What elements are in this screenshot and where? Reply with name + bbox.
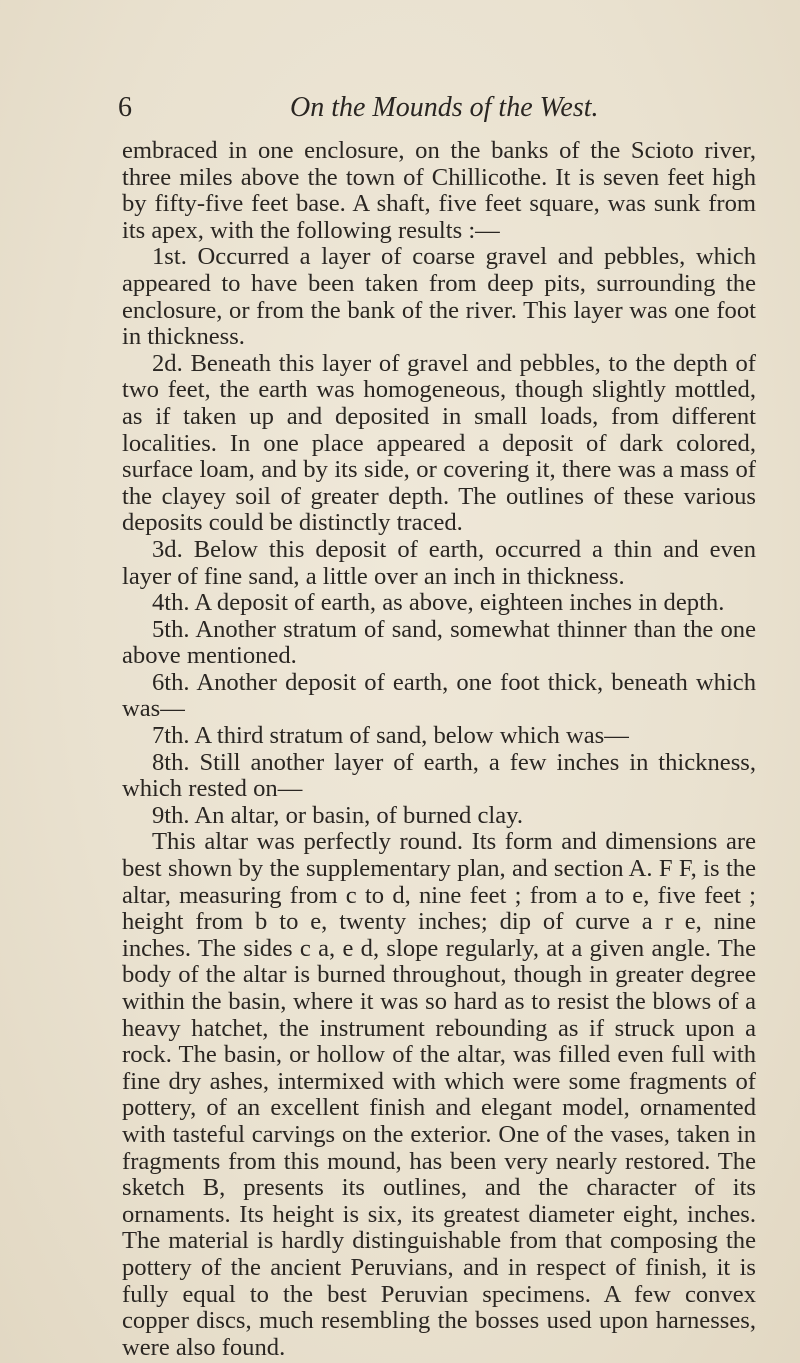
paragraph-3d: 3d. Below this deposit of earth, occurred a thin and even layer of fine sand, a little over an inch in thickness. (122, 535, 756, 590)
paragraph-5th: 5th. Another stratum of sand, somewhat thinner than the one above mentioned. (122, 615, 756, 670)
paragraph-8th: 8th. Still another layer of earth, a few inches in thickness, which rested on— (122, 748, 756, 803)
paragraph-1st: 1st. Occurred a layer of coarse gravel and pebbles, which appeared to have been taken from deep pits, surrounding the enclosure, or from the bank of the river. This layer was one foot in thickness. (122, 243, 756, 351)
page-header (0, 92, 800, 132)
paragraph-9th: 9th. An altar, or basin, of burned clay. (152, 801, 524, 829)
paragraph-7th: 7th. A third stratum of sand, below which was— (152, 722, 629, 750)
paragraph-4th: 4th. A deposit of earth, as above, eighteen inches in depth. (152, 589, 725, 617)
paragraph-6th: 6th. Another deposit of earth, one foot thick, beneath which was— (122, 668, 756, 723)
paragraph-intro: embraced in one enclosure, on the banks of the Scioto river, three miles above the town of Chillicothe. It is seven feet high by fifty-five feet base. A shaft, five feet square, was sunk from its apex, with the following results :— (122, 137, 756, 244)
paragraph-2d: 2d. Beneath this layer of gravel and pebbles, to the depth of two feet, the earth was homogeneous, though slightly mottled, as if taken up and deposited in small loads, from different localities. In one place appeared a deposit of dark colored, surface loam, and by its side, or covering it, there was a mass of the clayey soil of greater depth. The outlines of these various deposits could be distinctly traced. (122, 349, 756, 537)
body-text (122, 138, 756, 1361)
page-number: 6 (118, 92, 132, 123)
running-title: On the Mounds of the West. (290, 92, 599, 123)
paragraph-altar-description: This altar was perfectly round. Its form and dimensions are best shown by the supplementary plan, and section A. F F, is the altar, measuring from c to d, nine feet ; from a to e, five feet ; height from b to e, twenty inches; dip of curve a r e, nine inches. The sides c a, e d, slope regularly, at a given angle. The body of the altar is burned throughout, though in greater degree within the basin, where it was so hard as to resist the blows of a heavy hatchet, the instrument rebounding as if struck upon a rock. The basin, or hollow of the altar, was filled even full with fine dry ashes, intermixed with which were some fragments of pottery, of an excellent finish and elegant model, ornamented with tasteful carvings on the exterior. One of the vases, taken in fragments from this mound, has been very nearly restored. The sketch B, presents its outlines, and the character of its ornaments. Its height is six, its greatest diameter eight, inches. The material is hardly distinguishable from that composing the pottery of the ancient Peruvians, and in respect of finish, it is fully equal to the best Peruvian specimens. A few convex copper discs, much resembling the bosses used upon harnesses, were also found. (122, 828, 756, 1361)
